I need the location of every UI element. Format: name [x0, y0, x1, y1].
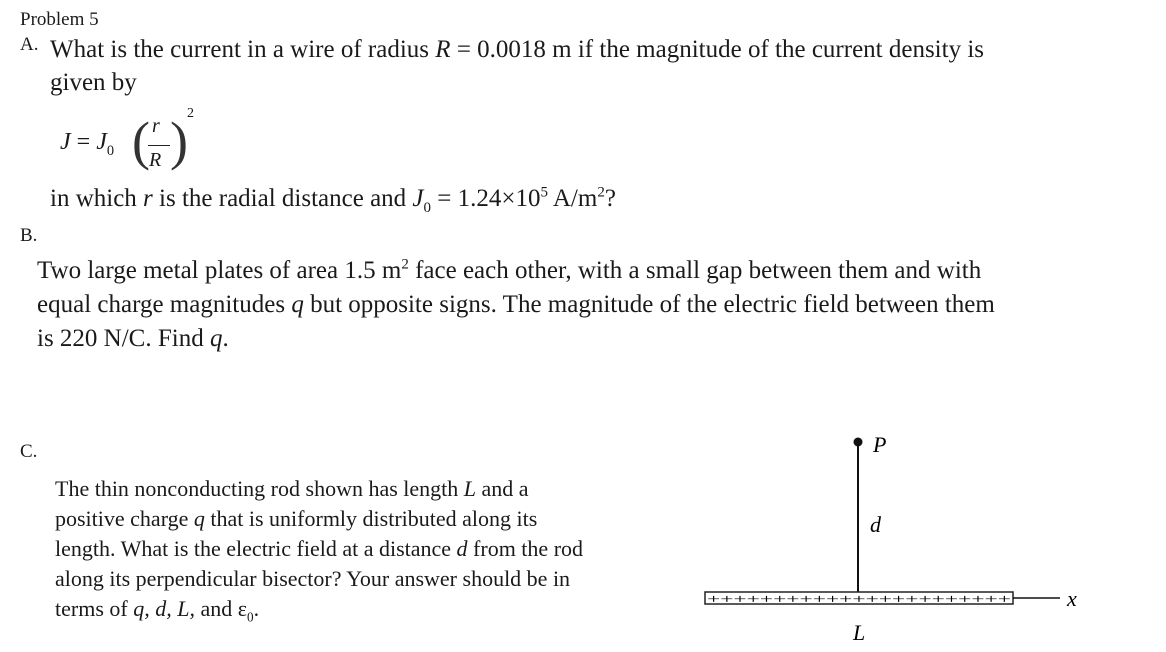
formula-equals: =: [70, 129, 97, 155]
formula-denominator: R: [149, 149, 162, 171]
exp-5: 5: [540, 184, 548, 201]
part-c-line3: [55, 536, 583, 562]
part-a-line1: [50, 36, 984, 64]
text: is 220 N/C. Find: [37, 325, 210, 352]
var-r: r: [143, 185, 153, 212]
var-R: R: [435, 36, 451, 63]
var-J0: J: [412, 185, 424, 212]
text: terms of: [55, 596, 134, 621]
text: is the radial distance and: [152, 185, 413, 212]
right-paren: ): [170, 111, 188, 171]
part-b-line3: [37, 325, 229, 353]
text: but opposite signs. The magnitude of the electric field between them: [303, 291, 995, 318]
text: The thin nonconducting rod shown has length: [55, 476, 464, 501]
formula-numerator: r: [152, 115, 160, 137]
part-a-label: A.: [20, 34, 39, 55]
part-c-line2: [55, 506, 537, 532]
text: positive charge: [55, 506, 194, 531]
fraction-bar: [148, 145, 170, 146]
label-d: d: [870, 512, 881, 537]
label-P: P: [873, 432, 887, 457]
part-a-line3: [50, 184, 616, 216]
problem-title: Problem 5: [20, 9, 99, 30]
exp-2: 2: [597, 184, 605, 201]
epsilon: ε: [237, 596, 247, 621]
formula-J: J: [60, 129, 71, 155]
part-c-line5: [55, 596, 260, 625]
label-x: x: [1067, 586, 1077, 611]
var-L: L: [463, 476, 477, 501]
vars: q, d, L,: [133, 596, 195, 621]
sub-0: 0: [423, 200, 432, 216]
left-paren: (: [132, 111, 150, 171]
label-L: L: [853, 620, 866, 645]
exp-2: 2: [401, 256, 409, 273]
text: ?: [604, 185, 616, 212]
part-b-line1: [37, 257, 981, 285]
part-c-label: C.: [20, 441, 38, 462]
part-b-line2: [37, 291, 995, 319]
text: and a: [476, 476, 529, 501]
text: What is the current in a wire of radius: [50, 36, 436, 63]
unit: A/m: [547, 185, 598, 212]
text: and: [194, 596, 238, 621]
text: .: [253, 596, 260, 621]
text: equal charge magnitudes: [37, 291, 292, 318]
text: = 1.24×10: [431, 185, 541, 212]
text: .: [222, 325, 229, 352]
var-q: q: [209, 325, 223, 352]
var-q: q: [193, 506, 205, 531]
part-b-label: B.: [20, 225, 38, 246]
part-c-line1: [55, 476, 529, 502]
part-c-line4: along its perpendicular bisector? Your answer should be in: [55, 566, 571, 591]
text: that is uniformly distributed along its: [204, 506, 538, 531]
rod-diagram: [690, 425, 1110, 650]
formula-exponent: 2: [187, 106, 194, 121]
text: in which: [50, 185, 144, 212]
rod-charges: +++++++++++++++++++++++: [707, 591, 1011, 606]
formula-J0: J: [96, 129, 107, 155]
var-d: d: [456, 536, 468, 561]
current-density-formula: [60, 106, 220, 184]
var-q: q: [291, 291, 304, 318]
text: = 0.0018 m if the magnitude of the current density is: [450, 36, 984, 63]
text: from the rod: [467, 536, 584, 561]
formula-sub0: 0: [106, 142, 115, 159]
text: length. What is the electric field at a distance: [55, 536, 457, 561]
sub-0: 0: [246, 609, 254, 625]
part-a-line2: given by: [50, 69, 137, 96]
text: Two large metal plates of area 1.5 m: [37, 257, 402, 284]
text: face each other, with a small gap between them and with: [408, 257, 982, 284]
